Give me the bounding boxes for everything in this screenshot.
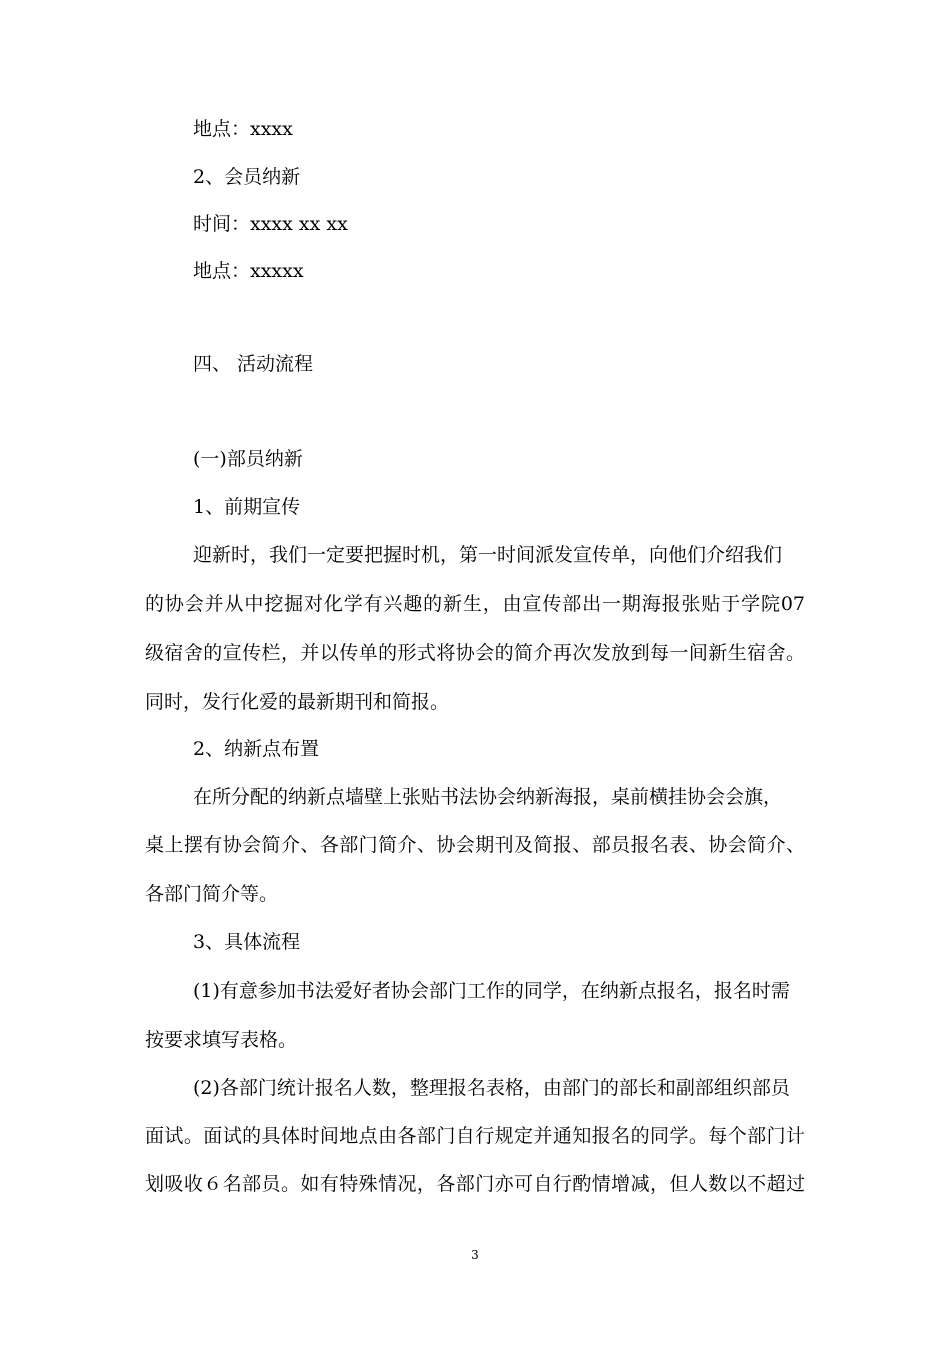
paragraph-line: 级宿舍的宣传栏，并以传单的形式将协会的简介再次发放到每一间新生宿舍。 <box>145 642 805 664</box>
paragraph-line: 迎新时，我们一定要把握时机，第一时间派发宣传单，向他们介绍我们 <box>193 544 783 566</box>
paragraph-line: 桌上摆有协会简介、各部门简介、协会期刊及简报、部员报名表、协会简介、 <box>145 834 805 856</box>
paragraph-line: 的协会并从中挖掘对化学有兴趣的新生，由宣传部出一期海报张贴于学院07 <box>145 593 805 615</box>
paragraph-line: (2)各部门统计报名人数，整理报名表格，由部门的部长和副部组织部员 <box>193 1077 790 1099</box>
section-heading-activity-flow: 四、 活动流程 <box>193 353 314 375</box>
paragraph-line: 在所分配的纳新点墙壁上张贴书法协会纳新海报，桌前横挂协会会旗， <box>193 786 783 808</box>
item-heading-procedure: 3、具体流程 <box>193 931 301 953</box>
item-heading-early-promotion: 1、前期宣传 <box>193 496 301 518</box>
subsection-heading-staff-recruit: (一)部员纳新 <box>193 448 303 470</box>
paragraph-line: 各部门简介等。 <box>145 883 279 905</box>
paragraph-line: 同时，发行化爱的最新期刊和简报。 <box>145 691 450 713</box>
paragraph-line: (1)有意参加书法爱好者协会部门工作的同学，在纳新点报名，报名时需 <box>193 980 790 1002</box>
paragraph-line: 划吸收６名部员。如有特殊情况，各部门亦可自行酌情增减，但人数以不超过 <box>145 1173 805 1195</box>
time-line: 时间：xxxx xx xx <box>193 213 348 235</box>
location-line-1: 地点：xxxx <box>193 118 293 140</box>
page-number: 3 <box>471 1248 479 1262</box>
paragraph-line: 面试。面试的具体时间地点由各部门自行规定并通知报名的同学。每个部门计 <box>145 1125 805 1147</box>
item-heading-booth-setup: 2、纳新点布置 <box>193 738 320 760</box>
paragraph-line: 按要求填写表格。 <box>145 1029 298 1051</box>
location-line-2: 地点：xxxxx <box>193 260 304 282</box>
item-heading-member-recruit: 2、会员纳新 <box>193 166 301 188</box>
